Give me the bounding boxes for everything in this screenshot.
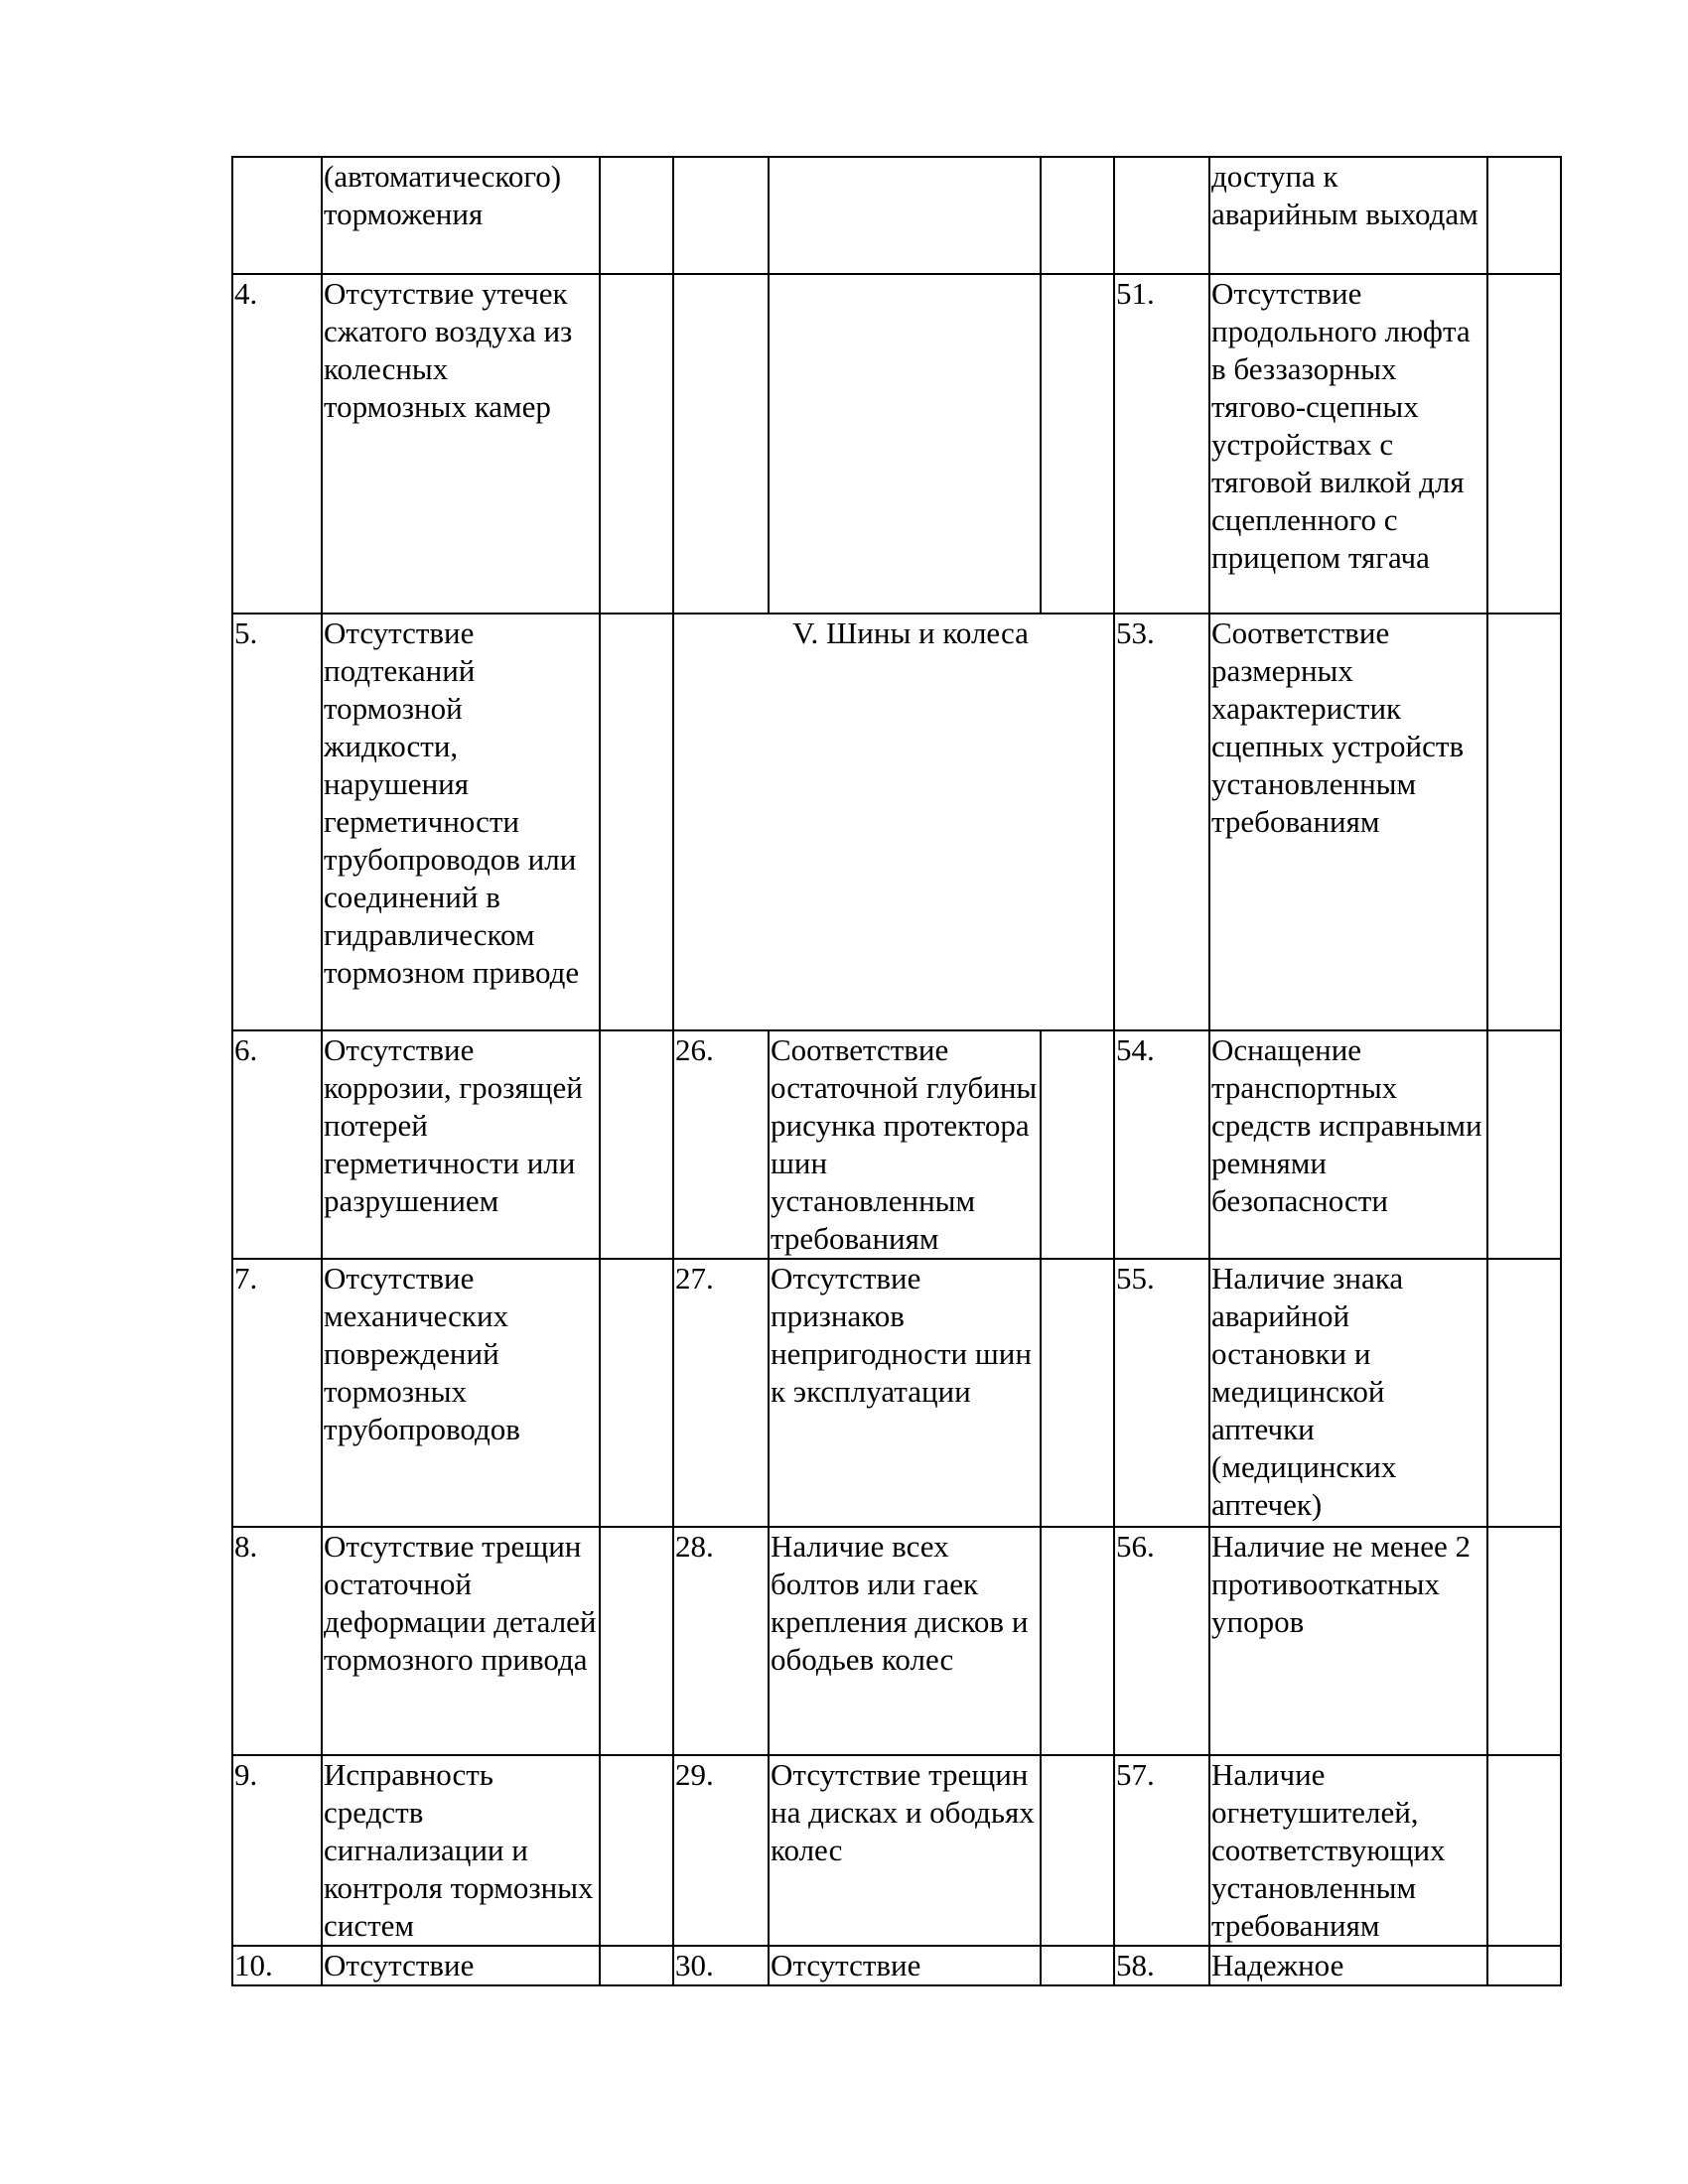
mark-cell bbox=[1487, 1527, 1561, 1755]
mark-cell bbox=[1487, 614, 1561, 1030]
item-number: 6. bbox=[232, 1030, 322, 1259]
item-number: 53. bbox=[1114, 614, 1209, 1030]
mark-cell bbox=[600, 1030, 673, 1259]
item-number: 54. bbox=[1114, 1030, 1209, 1259]
item-number: 5. bbox=[232, 614, 322, 1030]
mark-cell bbox=[1041, 1755, 1114, 1946]
section-heading: V. Шины и колеса bbox=[792, 615, 1029, 650]
mark-cell bbox=[1041, 274, 1114, 614]
item-text: Отсутствие коррозии, грозящей потерей герметичности или разрушением bbox=[322, 1030, 600, 1259]
item-number: 57. bbox=[1114, 1755, 1209, 1946]
item-text: Исправность средств сигнализации и контроля тормозных систем bbox=[322, 1755, 600, 1946]
item-text: Отсутствие bbox=[322, 1946, 600, 1985]
item-text: Отсутствие механических повреждений тормозных трубопроводов bbox=[322, 1259, 600, 1527]
item-text: Наличие знака аварийной остановки и медицинской аптечки (медицинских аптечек) bbox=[1209, 1259, 1487, 1527]
mark-cell bbox=[1041, 1030, 1114, 1259]
mark-cell bbox=[1487, 1259, 1561, 1527]
item-text: Соответствие размерных характеристик сцепных устройств установленным требованиям bbox=[1209, 614, 1487, 1030]
item-text: Наличие не менее 2 противооткатных упоров bbox=[1209, 1527, 1487, 1755]
item-text: Наличие огнетушителей, соответствующих установленным требованиям bbox=[1209, 1755, 1487, 1946]
mark-cell bbox=[1487, 1030, 1561, 1259]
item-text: Отсутствие утечек сжатого воздуха из колесных тормозных камер bbox=[322, 274, 600, 614]
table-row bbox=[232, 614, 1561, 1030]
mark-cell bbox=[1041, 157, 1114, 274]
item-text: Соответствие остаточной глубины рисунка протектора шин установленным требованиям bbox=[769, 1030, 1041, 1259]
item-text: Наличие всех болтов или гаек крепления дисков и ободьев колес bbox=[769, 1527, 1041, 1755]
item-text: Отсутствие трещин остаточной деформации деталей тормозного привода bbox=[322, 1527, 600, 1755]
item-number: 8. bbox=[232, 1527, 322, 1755]
item-text bbox=[769, 274, 1041, 614]
item-number: 4. bbox=[232, 274, 322, 614]
item-number: 56. bbox=[1114, 1527, 1209, 1755]
mark-cell bbox=[600, 1946, 673, 1985]
mark-cell bbox=[1487, 1946, 1561, 1985]
section-heading-cell bbox=[673, 614, 1114, 1030]
item-text: Отсутствие трещин на дисках и ободьях колес bbox=[769, 1755, 1041, 1946]
item-number bbox=[673, 274, 769, 614]
item-number: 27. bbox=[673, 1259, 769, 1527]
mark-cell bbox=[600, 614, 673, 1030]
item-number bbox=[673, 157, 769, 274]
table-row bbox=[232, 274, 1561, 614]
mark-cell bbox=[1487, 1755, 1561, 1946]
item-text bbox=[769, 157, 1041, 274]
item-text: Отсутствие подтеканий тормозной жидкости, нарушения герметичности трубопроводов или соединений в гидравлическом тормозном приводе bbox=[322, 614, 600, 1030]
mark-cell bbox=[600, 1755, 673, 1946]
mark-cell bbox=[1487, 157, 1561, 274]
mark-cell bbox=[1041, 1946, 1114, 1985]
table-row bbox=[232, 1755, 1561, 1946]
item-number bbox=[232, 157, 322, 274]
item-text: доступа к аварийным выходам bbox=[1209, 157, 1487, 274]
table-row bbox=[232, 1030, 1561, 1259]
table-row bbox=[232, 1259, 1561, 1527]
mark-cell bbox=[1041, 1527, 1114, 1755]
item-number: 29. bbox=[673, 1755, 769, 1946]
item-number: 7. bbox=[232, 1259, 322, 1527]
mark-cell bbox=[600, 1259, 673, 1527]
item-number: 28. bbox=[673, 1527, 769, 1755]
table-row bbox=[232, 1946, 1561, 1985]
item-text: Оснащение транспортных средств исправными ремнями безопасности bbox=[1209, 1030, 1487, 1259]
item-text: Отсутствие признаков непригодности шин к эксплуатации bbox=[769, 1259, 1041, 1527]
item-number: 58. bbox=[1114, 1946, 1209, 1985]
table-row bbox=[232, 1527, 1561, 1755]
inspection-checklist-table bbox=[231, 156, 1562, 1986]
table-row bbox=[232, 157, 1561, 274]
mark-cell bbox=[600, 157, 673, 274]
item-number: 55. bbox=[1114, 1259, 1209, 1527]
item-text: Отсутствие продольного люфта в беззазорных тягово-сцепных устройствах с тяговой вилкой для сцепленного с прицепом тягача bbox=[1209, 274, 1487, 614]
item-number: 26. bbox=[673, 1030, 769, 1259]
item-number: 10. bbox=[232, 1946, 322, 1985]
item-text: Надежное bbox=[1209, 1946, 1487, 1985]
mark-cell bbox=[1487, 274, 1561, 614]
item-text: Отсутствие bbox=[769, 1946, 1041, 1985]
item-number: 30. bbox=[673, 1946, 769, 1985]
mark-cell bbox=[600, 1527, 673, 1755]
item-text: (автоматического) торможения bbox=[322, 157, 600, 274]
mark-cell bbox=[1041, 1259, 1114, 1527]
mark-cell bbox=[600, 274, 673, 614]
item-number: 9. bbox=[232, 1755, 322, 1946]
item-number bbox=[1114, 157, 1209, 274]
item-number: 51. bbox=[1114, 274, 1209, 614]
